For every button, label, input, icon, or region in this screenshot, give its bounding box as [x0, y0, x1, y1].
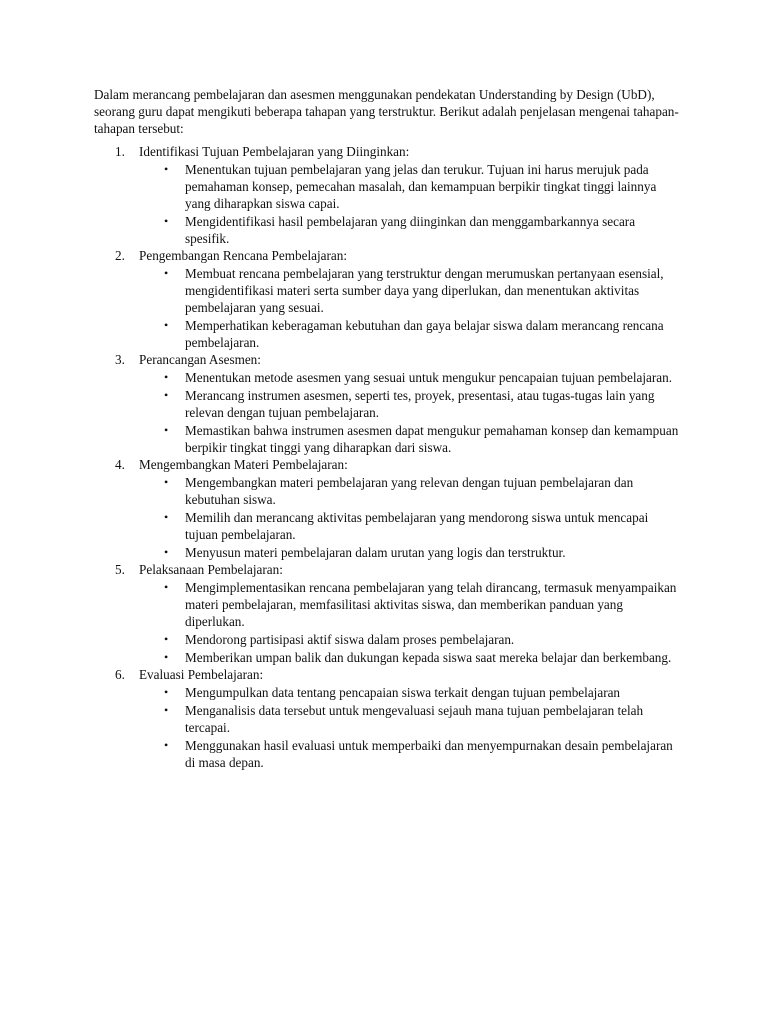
- bullet-icon: •: [164, 388, 169, 402]
- steps-list: [94, 143, 682, 771]
- bullet-icon: •: [164, 475, 169, 489]
- bullet-item: [139, 161, 682, 212]
- bullet-text: Menyusun materi pembelajaran dalam urutan yang logis dan terstruktur.: [185, 545, 566, 560]
- bullet-list: [139, 684, 682, 771]
- bullet-text: Mengembangkan materi pembelajaran yang relevan dengan tujuan pembelajaran dan kebutuhan siswa.: [185, 475, 634, 507]
- bullet-text: Menentukan metode asesmen yang sesuai untuk mengukur pencapaian tujuan pembelajaran.: [185, 370, 673, 385]
- bullet-item: [139, 509, 682, 543]
- bullet-item: [139, 544, 682, 561]
- bullet-item: [139, 684, 682, 701]
- bullet-icon: •: [164, 423, 169, 437]
- step-item: [94, 143, 682, 247]
- bullet-text: Mendorong partisipasi aktif siswa dalam proses pembelajaran.: [185, 632, 515, 647]
- bullet-text: Memberikan umpan balik dan dukungan kepada siswa saat mereka belajar dan berkembang.: [185, 650, 672, 665]
- bullet-icon: •: [164, 632, 169, 646]
- bullet-text: Menganalisis data tersebut untuk mengevaluasi sejauh mana tujuan pembelajaran telah tercapai.: [185, 703, 644, 735]
- bullet-icon: •: [164, 738, 169, 752]
- step-title: Evaluasi Pembelajaran:: [139, 667, 264, 682]
- bullet-item: [139, 369, 682, 386]
- step-item: [94, 351, 682, 456]
- bullet-icon: •: [164, 545, 169, 559]
- bullet-list: [139, 474, 682, 561]
- step-number: 6.: [115, 667, 125, 682]
- bullet-text: Mengidentifikasi hasil pembelajaran yang diinginkan dan menggambarkannya secara spesifik.: [185, 214, 636, 246]
- bullet-text: Membuat rencana pembelajaran yang terstruktur dengan merumuskan pertanyaan esensial, mengidentifikasi materi serta sumber daya yang diperlukan, dan menentukan aktivitas pembelajaran yang sesuai.: [185, 266, 664, 315]
- bullet-item: [139, 474, 682, 508]
- bullet-text: Mengumpulkan data tentang pencapaian siswa terkait dengan tujuan pembelajaran: [185, 685, 621, 700]
- step-item: [94, 666, 682, 771]
- bullet-icon: •: [164, 703, 169, 717]
- step-number: 2.: [115, 248, 125, 263]
- bullet-item: [139, 702, 682, 736]
- bullet-icon: •: [164, 685, 169, 699]
- bullet-item: [139, 579, 682, 630]
- bullet-icon: •: [164, 580, 169, 594]
- step-number: 3.: [115, 352, 125, 367]
- bullet-icon: •: [164, 162, 169, 176]
- bullet-item: [139, 265, 682, 316]
- bullet-list: [139, 369, 682, 456]
- bullet-text: Menggunakan hasil evaluasi untuk memperbaiki dan menyempurnakan desain pembelajaran di masa depan.: [185, 738, 673, 770]
- step-number: 4.: [115, 457, 125, 472]
- bullet-item: [139, 737, 682, 771]
- bullet-text: Menentukan tujuan pembelajaran yang jelas dan terukur. Tujuan ini harus merujuk pada pemahaman konsep, pemecahan masalah, dan kemampuan berpikir tingkat tinggi lainnya yang diharapkan siswa capai.: [185, 162, 657, 211]
- step-number: 5.: [115, 562, 125, 577]
- intro-paragraph: Dalam merancang pembelajaran dan asesmen menggunakan pendekatan Understanding by Design (UbD), seorang guru dapat mengikuti beberapa tahapan yang terstruktur. Berikut adalah penjelasan mengenai tahapan-tahapan tersebut:: [94, 87, 679, 136]
- bullet-icon: •: [164, 318, 169, 332]
- step-item: [94, 456, 682, 561]
- bullet-icon: •: [164, 370, 169, 384]
- bullet-item: [139, 649, 682, 666]
- bullet-item: [139, 422, 682, 456]
- step-title: Mengembangkan Materi Pembelajaran:: [139, 457, 348, 472]
- bullet-text: Mengimplementasikan rencana pembelajaran yang telah dirancang, termasuk menyampaikan materi pembelajaran, memfasilitasi aktivitas siswa, dan memberikan panduan yang diperlukan.: [185, 580, 677, 629]
- bullet-icon: •: [164, 214, 169, 228]
- bullet-list: [139, 579, 682, 666]
- bullet-text: Memilih dan merancang aktivitas pembelajaran yang mendorong siswa untuk mencapai tujuan pembelajaran.: [185, 510, 649, 542]
- bullet-text: Memperhatikan keberagaman kebutuhan dan gaya belajar siswa dalam merancang rencana pembelajaran.: [185, 318, 664, 350]
- step-title: Perancangan Asesmen:: [139, 352, 261, 367]
- step-number: 1.: [115, 144, 125, 159]
- step-title: Pengembangan Rencana Pembelajaran:: [139, 248, 347, 263]
- bullet-icon: •: [164, 650, 169, 664]
- bullet-item: [139, 213, 682, 247]
- bullet-icon: •: [164, 510, 169, 524]
- bullet-text: Merancang instrumen asesmen, seperti tes, proyek, presentasi, atau tugas-tugas lain yang relevan dengan tujuan pembelajaran.: [185, 388, 655, 420]
- step-item: [94, 561, 682, 666]
- bullet-icon: •: [164, 266, 169, 280]
- bullet-item: [139, 387, 682, 421]
- bullet-list: [139, 161, 682, 247]
- bullet-text: Memastikan bahwa instrumen asesmen dapat mengukur pemahaman konsep dan kemampuan berpikir tingkat tinggi yang diharapkan dari siswa.: [185, 423, 679, 455]
- bullet-item: [139, 631, 682, 648]
- step-title: Identifikasi Tujuan Pembelajaran yang Diinginkan:: [139, 144, 410, 159]
- step-title: Pelaksanaan Pembelajaran:: [139, 562, 283, 577]
- step-item: [94, 247, 682, 351]
- bullet-item: [139, 317, 682, 351]
- bullet-list: [139, 265, 682, 351]
